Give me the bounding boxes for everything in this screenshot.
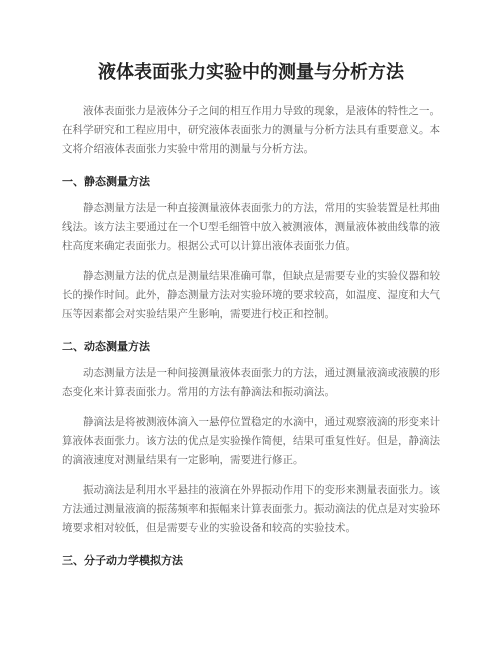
section-heading-molecular: 三、分子动力学模拟方法	[62, 554, 183, 567]
section-dynamic-method	[62, 338, 440, 538]
section-heading-dynamic: 二、动态测量方法	[62, 340, 150, 353]
document-title: 液体表面张力实验中的测量与分析方法	[98, 62, 404, 83]
section-static-method	[62, 173, 440, 324]
dynamic-paragraph-2: 静滴法是将被测液体滴入一悬停位置稳定的水滴中，通过观察液滴的形变来计算液体表面张力。该方法的优点是实验操作简便，结果可重复性好。但是，静滴法的滴液速度对测量结果有一定影响，需要进行修正。	[62, 416, 440, 466]
dynamic-paragraph-3: 振动滴法是利用水平悬挂的液滴在外界振动作用下的变形来测量表面张力。该方法通过测量液滴的振荡频率和振幅来计算表面张力。振动滴法的优点是对实验环境要求相对较低，但是需要专业的实验设备和较高的实验技术。	[62, 484, 440, 534]
intro-paragraph: 液体表面张力是液体分子之间的相互作用力导致的现象，是液体的特性之一。在科学研究和工程应用中，研究液体表面张力的测量与分析方法具有重要意义。本文将介绍液体表面张力实验中常用的测量与分析方法。	[62, 105, 440, 155]
static-paragraph-2: 静态测量方法的优点是测量结果准确可靠，但缺点是需要专业的实验仪器和较长的操作时间。此外，静态测量方法对实验环境的要求较高，如温度、湿度和大气压等因素都会对实验结果产生影响，需要进行校正和控制。	[62, 270, 440, 320]
section-heading-static: 一、静态测量方法	[62, 175, 150, 188]
dynamic-paragraph-1: 动态测量方法是一种间接测量液体表面张力的方法，通过测量液滴或液膜的形态变化来计算表面张力。常用的方法有静滴法和振动滴法。	[62, 367, 440, 398]
static-paragraph-1: 静态测量方法是一种直接测量液体表面张力的方法，常用的实验装置是杜邦曲线法。该方法主要通过在一个U型毛细管中放入被测液体，测量液体被曲线靠的液柱高度来确定表面张力。根据公式可以计算出液体表面张力值。	[62, 202, 440, 252]
section-molecular-dynamics	[62, 552, 440, 570]
